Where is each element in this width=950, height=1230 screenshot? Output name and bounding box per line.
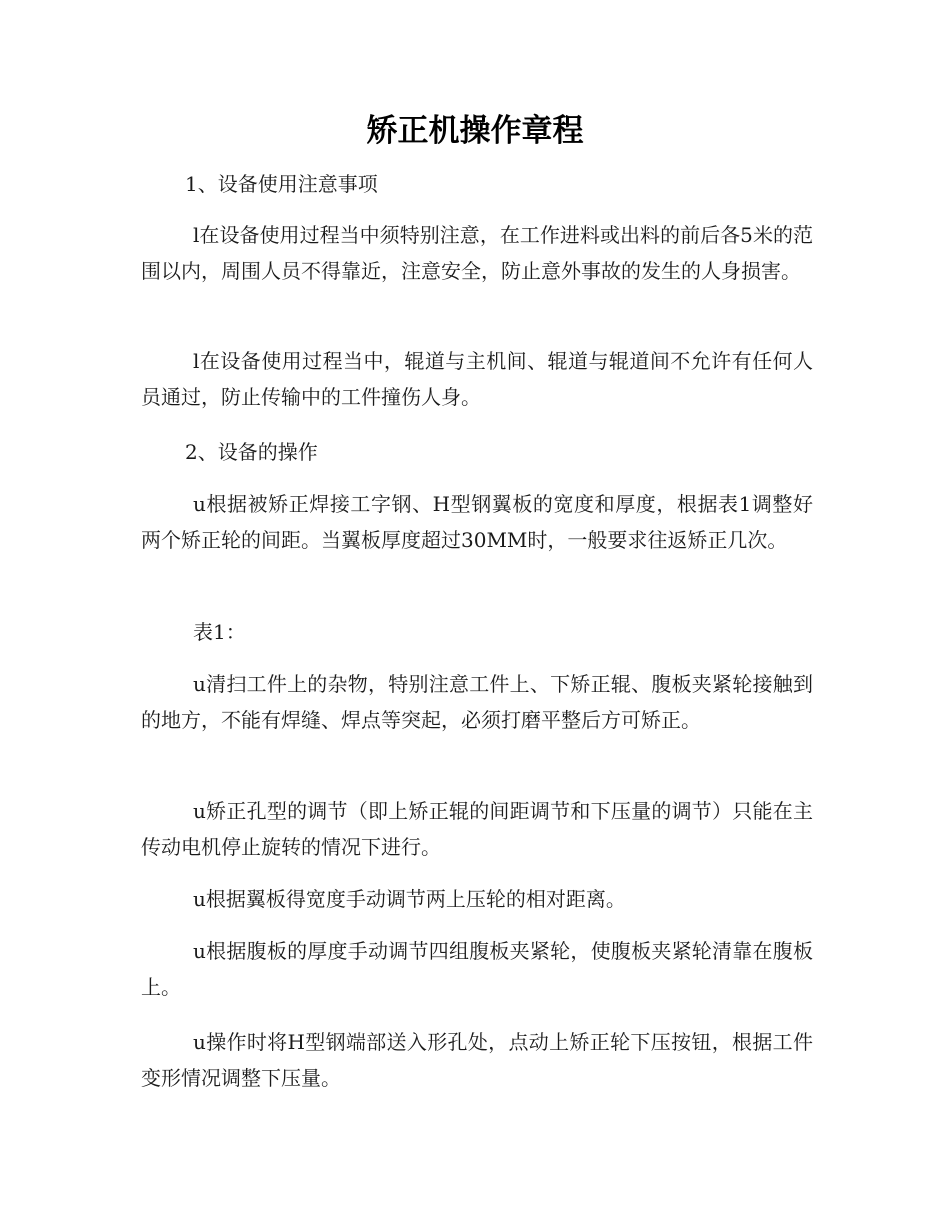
paragraph: l在设备使用过程当中，辊道与主机间、辊道与辊道间不允许有任何人员通过，防止传输中的工件撞伤人身。 [141, 349, 813, 409]
paragraph: u根据腹板的厚度手动调节四组腹板夹紧轮，使腹板夹紧轮清靠在腹板上。 [141, 939, 813, 999]
table-caption: 表1： [193, 620, 246, 644]
paragraph: u操作时将H型钢端部送入形孔处，点动上矫正轮下压按钮，根据工件变形情况调整下压量。 [141, 1030, 813, 1090]
paragraph: u根据被矫正焊接工字钢、H型钢翼板的宽度和厚度，根据表1调整好两个矫正轮的间距。当翼板厚度超过30MM时，一般要求往返矫正几次。 [141, 492, 813, 552]
paragraph: u清扫工件上的杂物，特别注意工件上、下矫正辊、腹板夹紧轮接触到的地方，不能有焊缝、焊点等突起，必须打磨平整后方可矫正。 [141, 672, 813, 732]
paragraph: u根据翼板得宽度手动调节两上压轮的相对距离。 [193, 887, 626, 911]
paragraph: u矫正孔型的调节（即上矫正辊的间距调节和下压量的调节）只能在主传动电机停止旋转的情况下进行。 [141, 799, 813, 859]
document-title: 矫正机操作章程 [366, 113, 584, 149]
section-heading-2: 2、设备的操作 [185, 440, 318, 464]
paragraph: l在设备使用过程当中须特别注意，在工作进料或出料的前后各5米的范围以内，周围人员不得靠近，注意安全，防止意外事故的发生的人身损害。 [141, 223, 813, 283]
section-heading-1: 1、设备使用注意事项 [185, 172, 378, 196]
